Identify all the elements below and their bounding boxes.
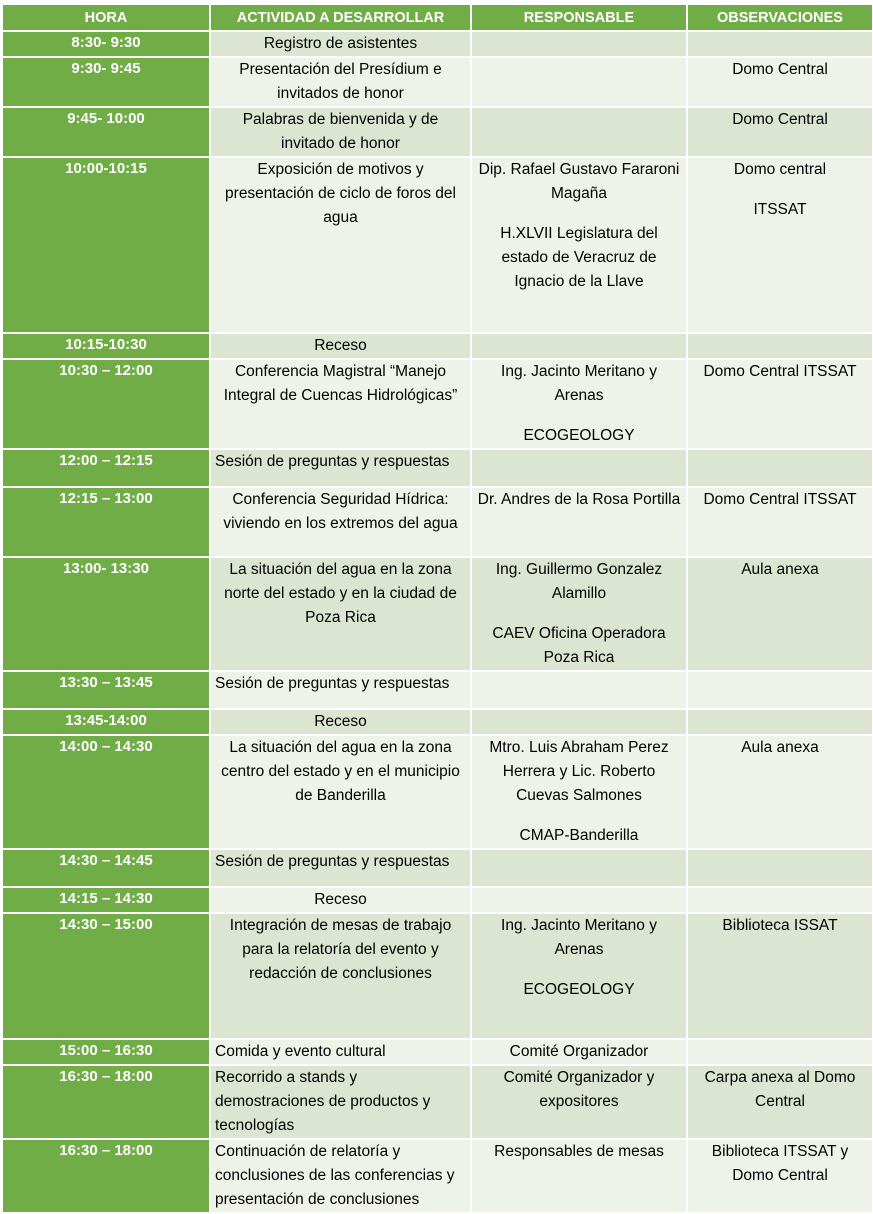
table-row [3, 158, 872, 332]
actividad-cell: Receso [211, 710, 470, 734]
observaciones-cell [688, 850, 872, 886]
table-row [3, 558, 872, 670]
responsable-org: CAEV Oficina Operadora Poza Rica [492, 625, 666, 666]
responsable-cell [472, 360, 686, 448]
hora-cell: 16:30 – 18:00 [3, 1066, 209, 1138]
responsable-cell: Comité Organizador [472, 1040, 686, 1064]
table-row [3, 1066, 872, 1138]
hora-cell: 14:30 – 15:00 [3, 914, 209, 1038]
table-row [3, 850, 872, 886]
actividad-cell: La situación del agua en la zona centro del estado y en el municipio de Banderilla [211, 736, 470, 848]
table-row [3, 108, 872, 156]
actividad-cell: Conferencia Seguridad Hídrica: viviendo en los extremos del agua [211, 488, 470, 556]
schedule-table [1, 3, 873, 1214]
responsable-cell: Responsables de mesas [472, 1140, 686, 1212]
actividad-cell: Exposición de motivos y presentación de ciclo de foros del agua [211, 158, 470, 332]
responsable-cell [472, 108, 686, 156]
table-row [3, 672, 872, 708]
observaciones-cell: Aula anexa [688, 558, 872, 670]
responsable-cell [472, 450, 686, 486]
hora-cell: 8:30- 9:30 [3, 32, 209, 56]
table-row [3, 1140, 872, 1212]
observaciones-venue: ITSSAT [753, 201, 807, 218]
hora-cell: 14:30 – 14:45 [3, 850, 209, 886]
responsable-org: ECOGEOLOGY [523, 981, 635, 998]
actividad-cell: Presentación del Presídium e invitados de honor [211, 58, 470, 106]
hora-cell: 10:15-10:30 [3, 334, 209, 358]
responsable-cell [472, 334, 686, 358]
observaciones-cell [688, 1040, 872, 1064]
observaciones-cell: Biblioteca ITSSAT y Domo Central [688, 1140, 872, 1212]
actividad-cell: Integración de mesas de trabajo para la relatoría del evento y redacción de conclusiones [211, 914, 470, 1038]
responsable-org: H.XLVII Legislatura del estado de Veracruz de Ignacio de la Llave [500, 225, 658, 290]
header-row [3, 5, 872, 30]
header-actividad: ACTIVIDAD A DESARROLLAR [211, 5, 470, 30]
header-responsable: RESPONSABLE [472, 5, 686, 30]
responsable-cell [472, 158, 686, 332]
hora-cell: 14:00 – 14:30 [3, 736, 209, 848]
table-row [3, 360, 872, 448]
responsable-cell: Comité Organizador y expositores [472, 1066, 686, 1138]
hora-cell: 14:15 – 14:30 [3, 888, 209, 912]
actividad-cell: Receso [211, 888, 470, 912]
responsable-cell [472, 558, 686, 670]
responsable-org: CMAP-Banderilla [519, 827, 639, 844]
responsable-cell [472, 914, 686, 1038]
hora-cell: 13:45-14:00 [3, 710, 209, 734]
observaciones-cell [688, 450, 872, 486]
responsable-cell [472, 850, 686, 886]
observaciones-cell [688, 672, 872, 708]
actividad-cell: Registro de asistentes [211, 32, 470, 56]
actividad-cell: Palabras de bienvenida y de invitado de honor [211, 108, 470, 156]
header-hora: HORA [3, 5, 209, 30]
hora-cell: 9:45- 10:00 [3, 108, 209, 156]
observaciones-cell: Domo Central ITSSAT [688, 360, 872, 448]
responsable-cell [472, 736, 686, 848]
actividad-cell: Conferencia Magistral “Manejo Integral de Cuencas Hidrológicas” [211, 360, 470, 448]
observaciones-cell [688, 888, 872, 912]
observaciones-cell: Biblioteca ISSAT [688, 914, 872, 1038]
observaciones-place: Domo central [733, 161, 827, 178]
actividad-cell: Sesión de preguntas y respuestas [211, 450, 470, 486]
header-observaciones: OBSERVACIONES [688, 5, 872, 30]
actividad-cell: Sesión de preguntas y respuestas [211, 850, 470, 886]
responsable-cell [472, 888, 686, 912]
table-row [3, 736, 872, 848]
responsable-cell [472, 58, 686, 106]
observaciones-cell: Carpa anexa al Domo Central [688, 1066, 872, 1138]
actividad-cell: Continuación de relatoría y conclusiones de las conferencias y presentación de conclusiones [211, 1140, 470, 1212]
hora-cell: 9:30- 9:45 [3, 58, 209, 106]
actividad-cell: Sesión de preguntas y respuestas [211, 672, 470, 708]
actividad-cell: La situación del agua en la zona norte del estado y en la ciudad de Poza Rica [211, 558, 470, 670]
hora-cell: 12:15 – 13:00 [3, 488, 209, 556]
table-row [3, 1040, 872, 1064]
hora-cell: 16:30 – 18:00 [3, 1140, 209, 1212]
hora-cell: 12:00 – 12:15 [3, 450, 209, 486]
observaciones-cell [688, 710, 872, 734]
observaciones-cell: Domo Central ITSSAT [688, 488, 872, 556]
observaciones-cell: Aula anexa [688, 736, 872, 848]
responsable-org: ECOGEOLOGY [523, 427, 635, 444]
responsable-cell [472, 710, 686, 734]
table-row [3, 32, 872, 56]
responsable-cell [472, 672, 686, 708]
observaciones-cell [688, 32, 872, 56]
actividad-cell: Recorrido a stands y demostraciones de productos y tecnologías [211, 1066, 470, 1138]
responsable-name: Dip. Rafael Gustavo Fararoni Magaña [478, 161, 680, 202]
hora-cell: 10:00-10:15 [3, 158, 209, 332]
responsable-cell: Dr. Andres de la Rosa Portilla [472, 488, 686, 556]
hora-cell: 15:00 – 16:30 [3, 1040, 209, 1064]
actividad-cell: Comida y evento cultural [211, 1040, 470, 1064]
observaciones-cell [688, 158, 872, 332]
observaciones-cell: Domo Central [688, 58, 872, 106]
table-row [3, 888, 872, 912]
responsable-name: Mtro. Luis Abraham Perez Herrera y Lic. Roberto Cuevas Salmones [489, 739, 669, 804]
hora-cell: 10:30 – 12:00 [3, 360, 209, 448]
observaciones-cell: Domo Central [688, 108, 872, 156]
responsable-name: Ing. Jacinto Meritano y Arenas [501, 917, 657, 958]
table-row [3, 58, 872, 106]
table-row [3, 450, 872, 486]
observaciones-cell [688, 334, 872, 358]
responsable-name: Ing. Guillermo Gonzalez Alamillo [495, 561, 663, 602]
hora-cell: 13:00- 13:30 [3, 558, 209, 670]
table-row [3, 334, 872, 358]
actividad-cell: Receso [211, 334, 470, 358]
table-row [3, 710, 872, 734]
table-row [3, 914, 872, 1038]
responsable-name: Ing. Jacinto Meritano y Arenas [501, 363, 657, 404]
responsable-cell [472, 32, 686, 56]
hora-cell: 13:30 – 13:45 [3, 672, 209, 708]
table-row [3, 488, 872, 556]
